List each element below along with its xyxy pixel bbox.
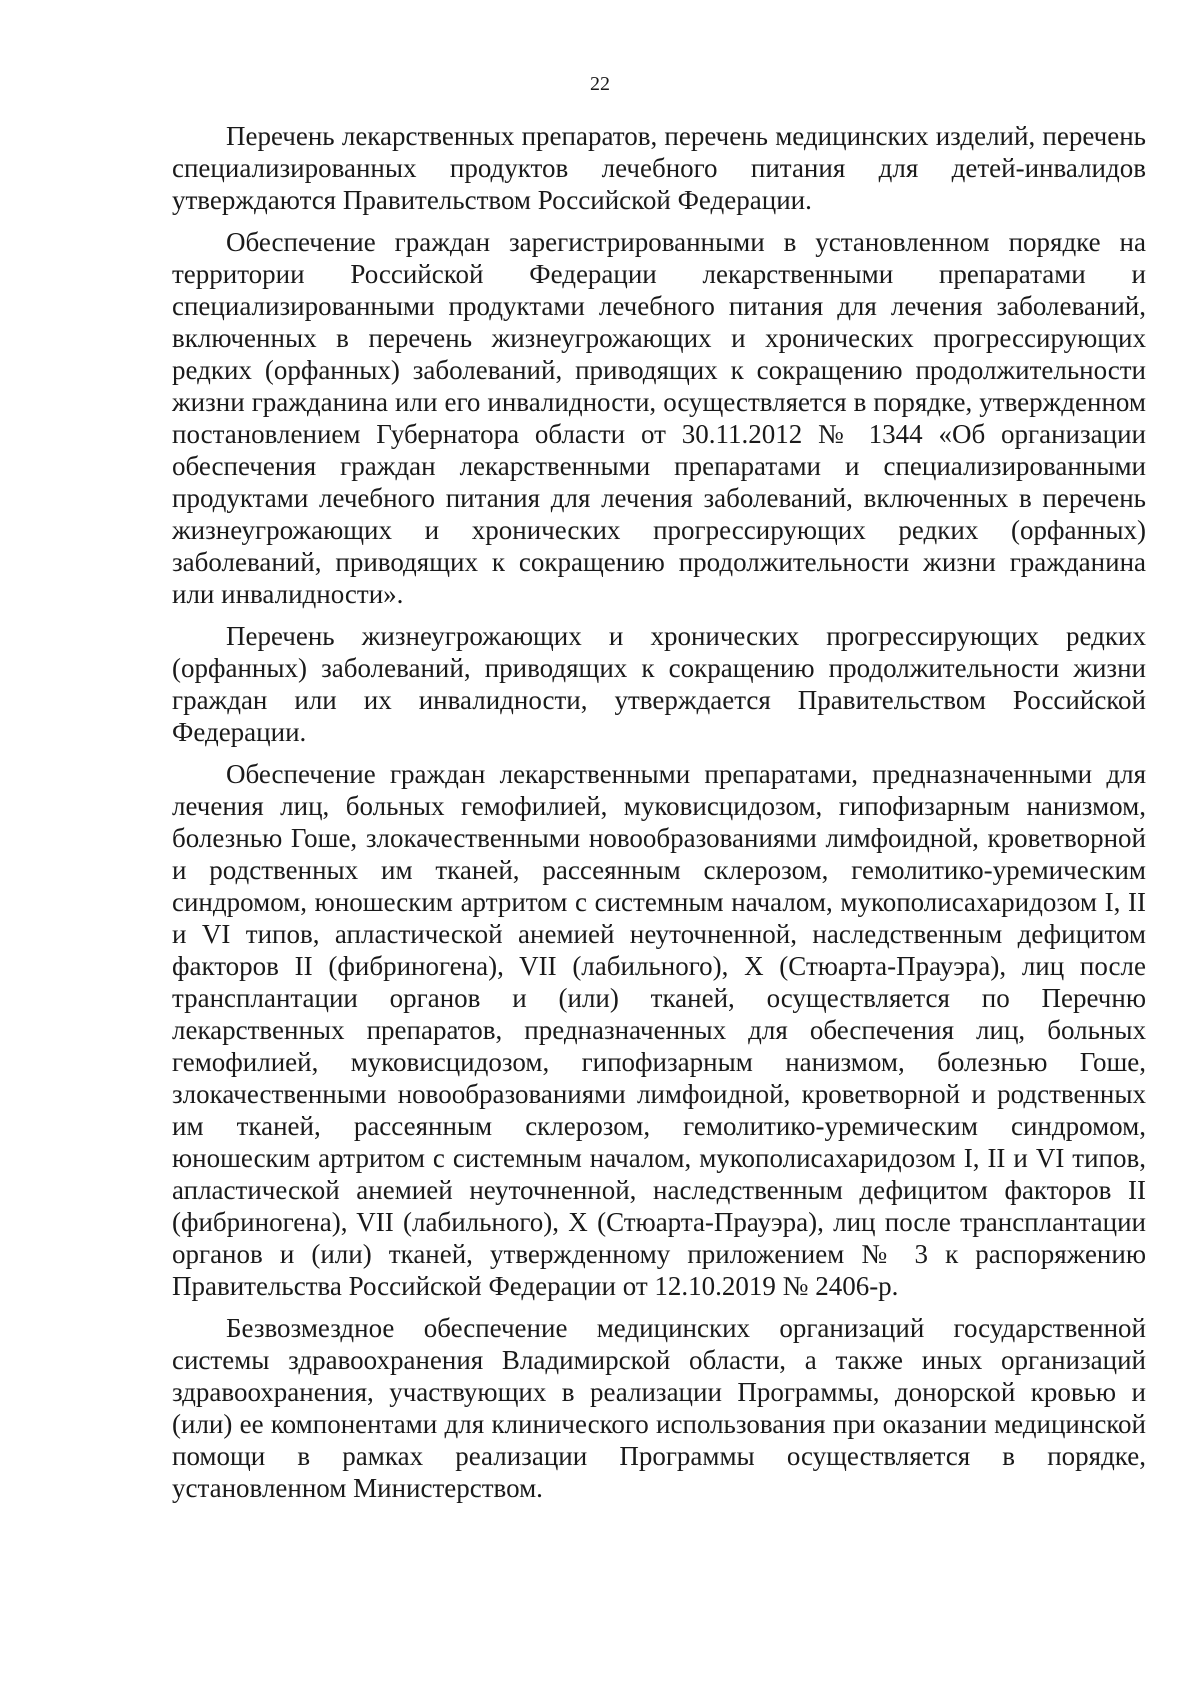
document-body — [172, 120, 1146, 1514]
paragraph-orphan-diseases-provision: Обеспечение граждан зарегистрированными в установленном порядке на территории Российской Федерации лекарственными препаратами и специализированными продуктами лечебного питания для лечения заболеваний, включенных в перечень жизнеугрожающих и хронических прогрессирующих редких (орфанных) заболеваний, приводящих к сокращению продолжительности жизни гражданина или его инвалидности, осуществляется в порядке, утвержденном постановлением Губернатора области от 30.11.2012 № 1344 «Об организации обеспечения граждан лекарственными препаратами и специализированными продуктами лечебного питания для лечения заболеваний, включенных в перечень жизнеугрожающих и хронических прогрессирующих редких (орфанных) заболеваний, приводящих к сокращению продолжительности жизни гражданина или инвалидности». — [172, 227, 1146, 609]
page-number: 22 — [590, 73, 610, 95]
paragraph-orphan-diseases-list: Перечень жизнеугрожающих и хронических прогрессирующих редких (орфанных) заболеваний, приводящих к сокращению продолжительности жизни граждан или их инвалидности, утверждается Правительством Российской Федерации. — [172, 621, 1146, 747]
paragraph-donor-blood-provision: Безвозмездное обеспечение медицинских организаций государственной системы здравоохранения Владимирской области, а также иных организаций здравоохранения, участвующих в реализации Программы, донорской кровью и (или) ее компонентами для клинического использования при оказании медицинской помощи в рамках реализации Программы осуществляется в порядке, установленном Министерством. — [172, 1313, 1146, 1503]
paragraph-disabled-children-lists: Перечень лекарственных препаратов, перечень медицинских изделий, перечень специализированных продуктов лечебного питания для детей-инвалидов утверждаются Правительством Российской Федерации. — [172, 121, 1146, 215]
paragraph-high-cost-nosologies: Обеспечение граждан лекарственными препаратами, предназначенными для лечения лиц, больных гемофилией, муковисцидозом, гипофизарным нанизмом, болезнью Гоше, злокачественными новообразованиями лимфоидной, кроветворной и родственных им тканей, рассеянным склерозом, гемолитико-уремическим синдромом, юношеским артритом с системным началом, мукополисахаридозом I, II и VI типов, апластической анемией неуточненной, наследственным дефицитом факторов II (фибриногена), VII (лабильного), X (Стюарта-Прауэра), лиц после трансплантации органов и (или) тканей, осуществляется по Перечню лекарственных препаратов, предназначенных для обеспечения лиц, больных гемофилией, муковисцидозом, гипофизарным нанизмом, болезнью Гоше, злокачественными новообразованиями лимфоидной, кроветворной и родственных им тканей, рассеянным склерозом, гемолитико-уремическим синдромом, юношеским артритом с системным началом, мукополисахаридозом I, II и VI типов, апластической анемией неуточненной, наследственным дефицитом факторов II (фибриногена), VII (лабильного), X (Стюарта-Прауэра), лиц после трансплантации органов и (или) тканей, утвержденному приложением № 3 к распоряжению Правительства Российской Федерации от 12.10.2019 № 2406-р. — [172, 759, 1146, 1301]
